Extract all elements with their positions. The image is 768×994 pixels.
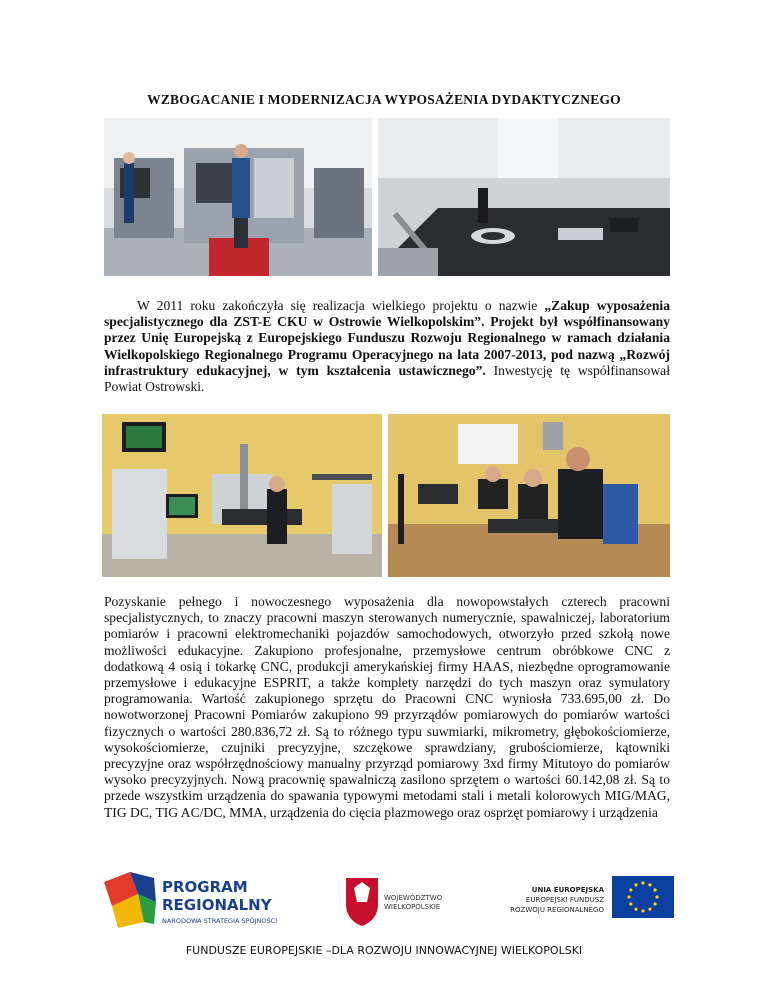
eu-star-icon xyxy=(629,902,632,905)
region-line2: WIELKOPOLSKIE xyxy=(384,903,441,911)
paragraph-intro xyxy=(104,298,670,395)
wielkopolskie-logo xyxy=(346,878,443,926)
region-line1: WOJEWÓDZTWO xyxy=(384,894,443,902)
photo-students-microscopes xyxy=(388,414,670,577)
eu-star-icon xyxy=(629,888,632,891)
eu-line1: UNIA EUROPEJSKA xyxy=(531,886,604,894)
eu-star-icon xyxy=(634,908,637,911)
program-line3: NARODOWA STRATEGIA SPÓJNOŚCI xyxy=(162,917,278,925)
photo-cnc-workshop xyxy=(104,118,372,276)
funding-logos xyxy=(104,872,684,928)
page-title: WZBOGACANIE I MODERNIZACJA WYPOSAŻENIA DYDAKTYCZNEGO xyxy=(147,92,621,107)
photo-measurement-lab xyxy=(102,414,382,577)
eu-star-icon xyxy=(654,902,657,905)
eu-star-icon xyxy=(634,883,637,886)
eu-line3: ROZWOJU REGIONALNEGO xyxy=(510,906,604,914)
program-line2: REGIONALNY xyxy=(162,896,272,914)
eu-line2: EUROPEJSKI FUNDUSZ xyxy=(525,896,604,904)
eu-star-icon xyxy=(648,908,651,911)
paragraph-details: Pozyskanie pełnego i nowoczesnego wyposażenia dla nowopowstałych czterech pracowni specjalistycznych, to znaczy pracowni maszyn sterowanych numerycznie, spawalniczej, laboratorium pomiarów i pracowni elektromechaniki pojazdów samochodowych, otworzyło przed szkołą nowe możliwości edukacyjne. Zakupiono profesjonalne, przemysłowe centrum obróbkowe CNC z dodatkową 4 osią i tokarkę CNC, produkcji amerykańskiej firmy HAAS, niezbędne oprogramowanie przemysłowe i edukacyjne ESPRIT, a także komplety narzędzi do tych maszyn oraz symulatory programowania. Wartość zakupionego sprzętu do Pracowni CNC wyniosła 733.695,00 zł. Do nowotworzonej Pracowni Pomiarów zakupiono 99 przyrządów pomiarowych do pomiarów wartości fizycznych o wartości 280.836,72 zł. Są to różnego typu suwmiarki, mikrometry, głębokościomierze, wysokościomierze, czujniki precyzyjne, szczękowe sprawdziany, grubościomierze, kątowniki precyzyjne oraz współrzędnościowy manualny przyrząd pomiarowy 3xd firmy Mitutoyo do pomiarów wysoko precyzyjnych. Nową pracownię spawalniczą zasilono sprzętem o wartości 60.142,08 zł. Są to przede wszystkim urządzenia do spawania typowymi metodami stali i metali kolorowych MIG/MAG, TIG DC, TIG AC/DC, MMA, urządzenia do cięcia plazmowego oraz osprzęt pomiarowy i urządzenia xyxy=(104,594,670,820)
eu-logo xyxy=(510,876,674,918)
footer-text: FUNDUSZE EUROPEJSKIE –DLA ROZWOJU INNOWACYJNEJ WIELKOPOLSKI xyxy=(185,944,583,957)
paragraph-intro-bold: „Zakup wyposażenia specjalistycznego dla ZST-E CKU w Ostrowie Wielkopolskim”. Projekt był współfinansowany przez Unię Europejską z Europejskiego Funduszu Rozwoju Regionalnego w ramach działania Wielkopolskiego Regionalnego Programu Operacyjnego na lata 2007-2013, pod nazwą „Rozwój infrastruktury edukacyjnej, w tym kształcenia ustawicznego”. xyxy=(104,298,671,378)
program-line1: PROGRAM xyxy=(162,878,248,896)
eu-star-icon xyxy=(641,909,644,912)
eu-star-icon xyxy=(654,888,657,891)
program-regionalny-logo xyxy=(104,872,277,928)
eu-star-icon xyxy=(655,895,658,898)
eu-star-icon xyxy=(641,881,644,884)
paragraph-intro-end: Inwestycję tę współfinansował Powiat Ostrowski. xyxy=(104,362,670,395)
photo-measuring-instruments xyxy=(378,118,670,276)
eu-star-icon xyxy=(648,883,651,886)
eu-star-icon xyxy=(627,895,630,898)
paragraph-intro-start: W 2011 roku zakończyła się realizacja wielkiego projektu o nazwie xyxy=(137,298,545,313)
